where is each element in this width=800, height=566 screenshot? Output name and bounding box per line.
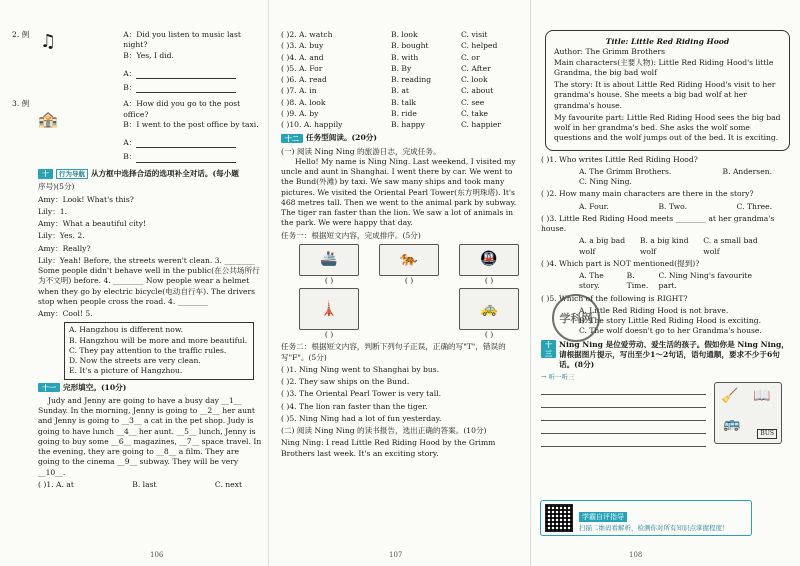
choice-q: ( )8. A. look [281,97,326,107]
ship-icon: 🚢 [299,244,359,276]
option-item: D. Now the streets are very clean. [69,356,201,366]
report-favourite: My favourite part: Little Red Riding Hood sees the big bad wolf in her grandma's bed. She asks the wolf some questions and the wolf jumps out of the bed. It is exciting. [554,112,781,143]
page-number-106: 106 [150,550,164,559]
dialog-line: Amy：Look! What's this? [38,194,134,204]
mcq-option: A. Four. [579,201,609,211]
tiger-icon: 🐅 [379,244,439,276]
choice-b: B. happy [391,120,425,129]
dialog-line: Amy：What a beautiful city! [38,219,147,229]
choice-c: C. see [461,97,485,107]
mcq-option: B. The story Little Red Riding Hood is exciting. [579,316,762,325]
picture-ships [299,244,359,286]
choice-q: ( )5. A. For [281,63,323,73]
page-number-108: 108 [629,550,643,559]
page-number-107: 107 [389,550,403,559]
picture-tower-answer[interactable]: ( ) [324,330,334,339]
choice-b: B. at [391,86,409,96]
bus-stop-icon: 🚌 [723,416,741,433]
tf-item: ( )5. Ning Ning had a lot of fun yesterday. [281,413,442,423]
writing-line[interactable] [541,408,706,421]
writing-picture [714,382,782,444]
report-title: Title: Little Red Riding Hood [605,37,730,46]
ex3-b-prefix: B： [123,152,137,162]
tf-item: ( )1. Ning Ning went to Shanghai by bus. [281,364,440,374]
tower-icon: 🗼 [299,288,359,330]
choice-c: C. After [461,63,491,73]
section-11-title: 完形填空。(10分) [63,382,127,392]
mcq-option: A. Little Red Riding Hood is not brave. [579,305,729,315]
mcq-question: ( )5. Which of the following is RIGHT? [541,293,688,303]
mcq-option: C. a small bad wolf [703,236,758,256]
choice-q: ( )4. A. and [281,52,324,62]
example-3-label: 3. 例 [12,99,30,109]
ex2-a-answer[interactable] [136,70,236,79]
cloze-q1-c: C. next [214,479,242,489]
dialog-line: Lily：Yeah! Before, the streets weren't clean. 3. ________ Some people didn't behave well in the public(在公共场所行为不文明) before. 4. ________ Now people wear a helmet when they go by electric bicycle(电动自行车). The drivers stop when people cross the road. 4. ________ [38,255,260,306]
section-11-header [38,383,262,393]
post-office-icon: 🏤 [38,109,58,128]
report-author: Author: The Grimm Brothers [554,47,666,57]
mcq-option: C. Three. [736,201,772,211]
mcq-option: C. The wolf doesn't go to her Grandma's house. [579,326,762,336]
choice-c: C. about [461,86,494,96]
page-106 [0,0,268,566]
subway-icon: 🚇 [459,244,519,276]
cloze-choices [281,30,526,130]
reading-icon: 📖 [753,388,771,405]
book-report-box [545,30,790,151]
ex2-b-prefix: B： [123,83,137,92]
writing-line[interactable] [541,421,706,434]
page-107 [268,0,530,566]
report-story: The story: It is about Little Red Riding Hood's visit to her grandma's house. She meets a big bad wolf at her grandma's house. [554,80,776,110]
mcq-question: ( )4. Which part is NOT mentioned(提到)? [541,258,700,268]
part1-header [281,147,526,157]
choice-q: ( )2. A. watch [281,30,333,39]
cloze-passage: Judy and Jenny are going to have a busy day __1__ Sunday. In the morning, Jenny is going to __2__ her aunt and Jenny is going to __3__ a cat in the pet shop. Judy is going to have lunch __4__ her aunt. __5__ lunch, Jenny is going to buy some __6__ magazines, __7__ space travel. In the evening, they are going to __8__ a film. They are going to the cinema __9__ subway. They will be very __10__. [38,395,262,477]
tf-list [281,365,526,424]
tf-item: ( )3. The Oriental Pearl Tower is very tall. [281,389,442,399]
mcq-option: B. a big kind wolf [639,236,689,256]
watermark-stamp: 学科网 [552,294,600,342]
scan-box [540,500,752,536]
section-13-number: 十三 [541,340,556,359]
dialog-line: Lily：Yes. 2. [38,231,85,241]
choice-b: B. By [391,63,412,73]
writing-line[interactable] [541,382,706,395]
passage-1: Hello! My name is Ning Ning. Last weekend, I visited my uncle and aunt in Shanghai. I went there by car. We went to the Bund(外滩) by taxi. We saw many ships and took many pictures. We visited the Oriental Pearl Tower(东方明珠塔). It's 468 metres tall. Then we went to the animal park by subway. The tiger ran faster than the lion. We saw a lot of animals in the park. We were happy that day. [281,156,517,228]
bus-label: BUS [757,429,777,439]
section-10-header [38,169,262,180]
writing-area [541,382,792,447]
choice-b: B. bought [391,41,429,51]
dialog-line: Lily：1. [38,206,68,216]
mcq-option: C. Ning Ning. [579,177,632,186]
choice-b: B. reading [391,75,432,84]
tf-item: ( )4. The lion ran faster than the tiger. [281,401,428,411]
option-item: E. It's a picture of Hangzhou. [69,366,183,376]
option-item: C. They pay attention to the traffic rules. [69,345,227,355]
mcq-option: B. Two. [658,201,688,211]
cloze-q1 [38,480,262,490]
scan-content [579,504,729,532]
choice-b: B. with [391,52,419,62]
taxi-icon: 🚕 [459,288,519,330]
writing-line[interactable] [541,395,706,408]
choice-c: C. helped [461,41,498,51]
ex3-line-a: A：How did you go to the post office? [123,99,241,119]
choice-q: ( )10. A. happily [281,120,343,129]
writing-lines [541,382,706,447]
section-12-number: 十二 [281,134,303,143]
scan-title: 学霸自评指导 [579,512,627,522]
passage-2: Ning Ning: I read Little Red Riding Hood by the Grimm Brothers last week. It's an exciting story. [281,438,496,458]
choice-q: ( )9. A. by [281,108,319,118]
task-1: 任务一：根据短文内容，完成排序。(5分) [281,230,421,240]
mcq-question: ( )3. Little Red Riding Hood meets ________ at her grandma's house. [541,213,775,233]
cloze-q1-a: ( )1. A. at [38,479,74,489]
writing-line[interactable] [541,434,706,447]
page-108 [530,0,800,566]
option-item: A. Hangzhou is different now. [69,325,183,335]
writing-link[interactable]: → 听一听三 [541,373,575,382]
choice-c: C. look [461,75,488,84]
choice-c: C. take [461,108,489,118]
mcq-option: C. Ning Ning's favourite part. [658,271,752,291]
choice-b: B. look [391,30,418,39]
mcq-option: B. Andersen. [722,166,772,176]
section-11-number: 十一 [38,383,60,392]
ex3-line-b: B：I went to the post office by taxi. [123,119,259,129]
ex3-a-prefix: A： [123,138,137,147]
mcq-item [541,214,792,257]
picture-tower [299,288,359,340]
ex2-line-b: B：Yes, I did. [123,50,174,60]
qr-code-icon[interactable] [545,504,573,532]
mcq-option: A. The Grimm Brothers. [579,166,672,176]
ex2-b-answer[interactable] [136,84,236,93]
choice-c: C. visit [461,30,488,39]
part2-title: (二) 阅读 Ning Ning 的读书报告，选出正确的答案。(10分) [281,426,487,435]
example-2 [12,30,262,93]
mcq-question: ( )1. Who writes Little Red Riding Hood? [541,154,698,164]
scan-text: 扫描二维码看解析，检测你对所有知识点掌握程度！ [579,524,729,532]
mcq-item [541,155,792,188]
section-13-header [541,340,792,371]
picture-subway [459,244,519,286]
ex3-a-answer[interactable] [136,139,236,148]
choice-q: ( )3. A. buy [281,41,324,51]
tf-item: ( )2. They saw ships on the Bund. [281,377,410,386]
option-item: B. Hangzhou will be more and more beautiful. [69,335,248,345]
picture-taxi-answer[interactable]: ( ) [484,330,494,339]
section-12-header [281,133,526,143]
options-box [64,322,254,379]
choice-q: ( )7. A. in [281,86,317,96]
section-10-tag: 行为导航 [56,169,88,180]
dialog-line: Amy：Really? [38,243,91,253]
mcq-question: ( )2. How many main characters are there in the story? [541,189,754,199]
dialog-line: Amy：Cool! 5. [38,309,93,319]
cloze-q1-b: B. last [132,479,157,489]
dialog [38,195,262,320]
section-13-title: Ning Ning 是位爱劳动、爱生活的孩子。假如你是 Ning Ning，请根据图片提示，写出至少1～2句话，语句通顺，要求不少于6句话。(8分) [559,339,789,369]
choice-c: C. happier [461,120,502,129]
mcq-option: A. The story. [579,271,604,291]
report-characters: Main characters(主要人物): Little Red Riding Hood's little Grandma, the big bad wolf [554,57,774,77]
section-10-number: 十 [38,169,53,178]
choice-q: ( )6. A. read [281,75,327,84]
section-10-title: 从方框中选择合适的选项补全对话。(每小题 [91,168,239,178]
mcq-option: B. Time. [626,271,649,291]
mcq-item [541,259,792,292]
part1-title: 阅读 Ning Ning 的旅游日志，完成任务。 [296,146,441,156]
choice-b: B. talk [391,97,417,107]
ex2-a-prefix: A： [123,68,137,78]
section-12-title: 任务型阅读。(20分) [306,133,377,143]
part1-tag: (一) [281,146,295,156]
picture-subway-answer[interactable]: ( ) [484,275,494,285]
picture-ships-answer[interactable]: ( ) [324,275,334,285]
music-icon: ♫ [40,31,57,52]
ex2-line-a: A：Did you listen to music last night? [123,30,241,50]
example-3 [12,99,262,162]
example-2-label: 2. 例 [12,30,30,39]
picture-taxi [459,288,519,340]
cleaning-icon: 🧹 [721,388,739,405]
task-2: 任务二：根据短文内容，判断下列句子正误，正确的写"T"，错误的写"F"。(5分) [281,342,506,362]
picture-animals [379,244,439,286]
section-10-points: 序号)(5分) [38,182,75,192]
mcq-option: A. a big bad wolf [579,236,626,256]
choice-b: B. ride [391,108,417,118]
picture-grid [299,244,526,341]
mcq-item [541,189,792,212]
ex3-b-answer[interactable] [136,154,236,163]
choice-c: C. or [461,52,480,62]
picture-animals-answer[interactable]: ( ) [404,275,414,285]
